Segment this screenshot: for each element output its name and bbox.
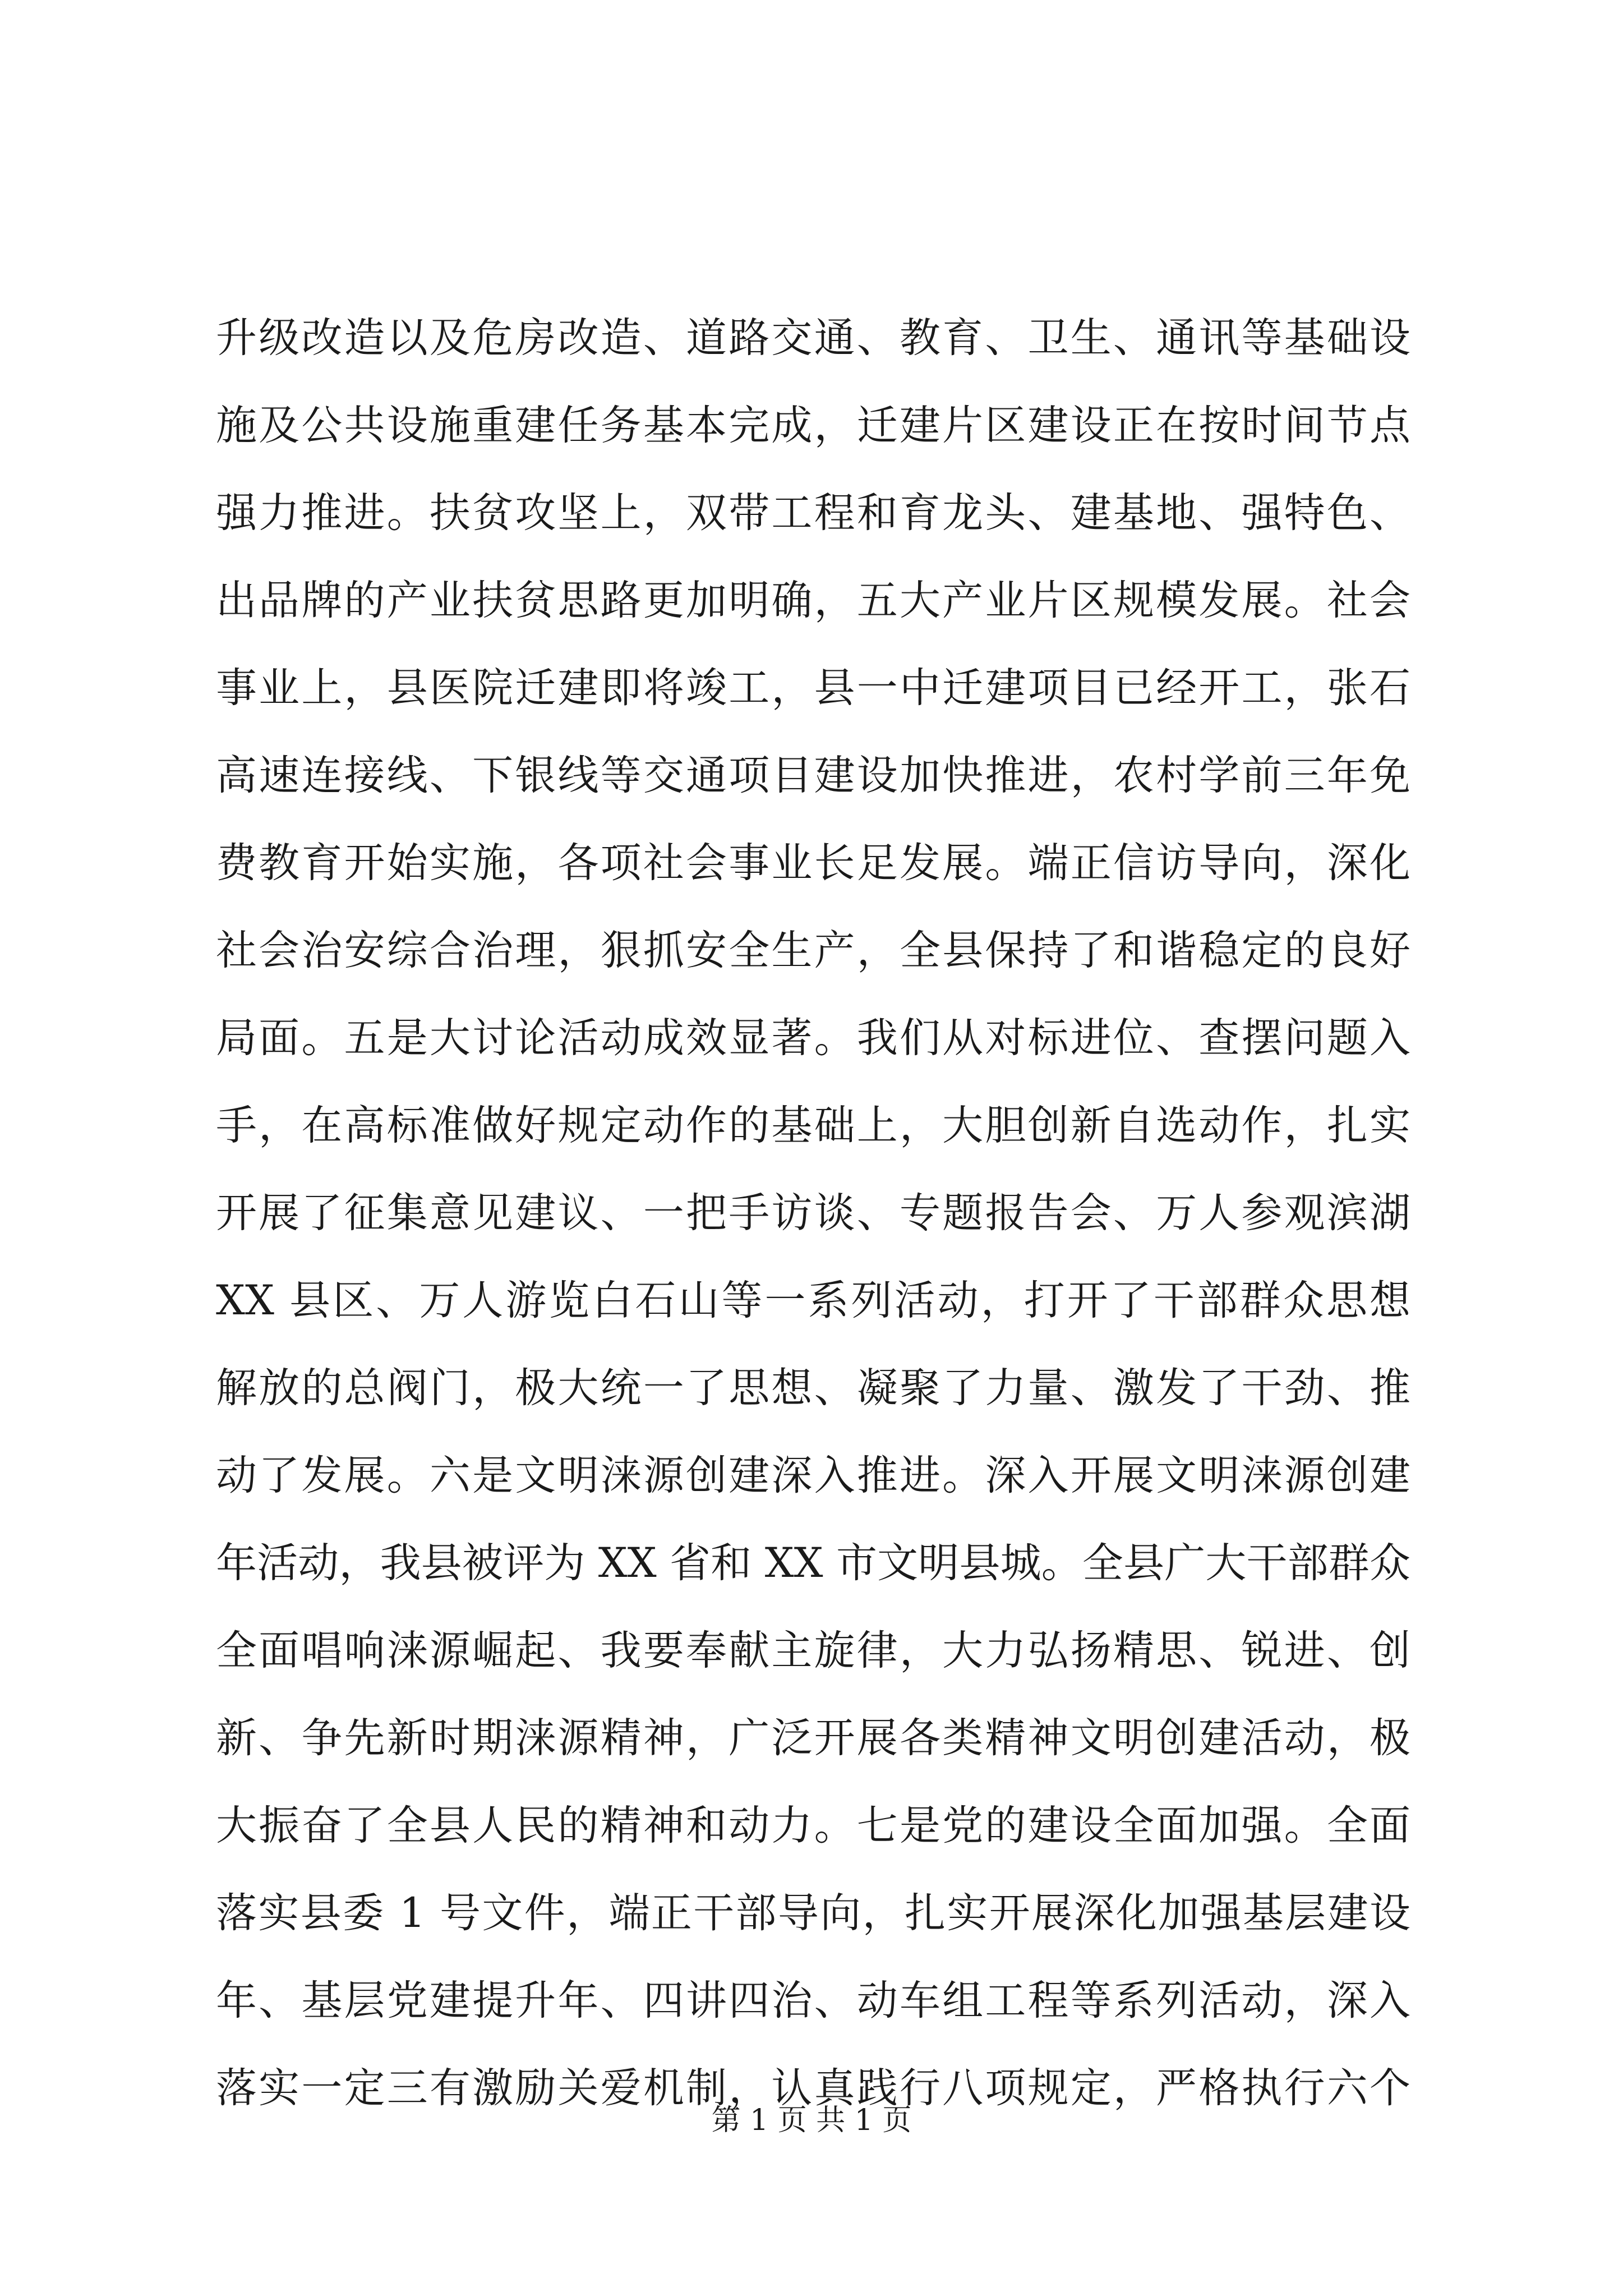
- text-line-13: 解放的总阀门，极大统一了思想、凝聚了力量、激发了干劲、推: [216, 1364, 1410, 1412]
- text-line-18: 大振奋了全县人民的精神和动力。七是党的建设全面加强。全面: [216, 1802, 1410, 1849]
- text-line-8: 社会治安综合治理，狠抓安全生产，全县保持了和谐稳定的良好: [216, 927, 1410, 974]
- text-line-9: 局面。五是大讨论活动成效显著。我们从对标进位、查摆问题入: [216, 1014, 1410, 1062]
- text-line-1: 升级改造以及危房改造、道路交通、教育、卫生、通讯等基础设: [216, 314, 1410, 362]
- text-line-12: XX 县区、万人游览白石山等一系列活动，打开了干部群众思想: [216, 1277, 1410, 1324]
- text-line-3: 强力推进。扶贫攻坚上，双带工程和育龙头、建基地、强特色、: [216, 489, 1410, 537]
- text-line-4: 出品牌的产业扶贫思路更加明确，五大产业片区规模发展。社会: [216, 577, 1410, 624]
- text-line-15: 年活动，我县被评为 XX 省和 XX 市文明县城。全县广大干部群众: [216, 1539, 1410, 1587]
- text-line-19: 落实县委 1 号文件，端正干部导向，扎实开展深化加强基层建设: [216, 1889, 1410, 1937]
- text-line-16: 全面唱响涞源崛起、我要奉献主旋律，大力弘扬精思、锐进、创: [216, 1627, 1410, 1674]
- text-line-5: 事业上，县医院迁建即将竣工，县一中迁建项目已经开工，张石: [216, 664, 1410, 712]
- page-footer: [0, 2101, 1623, 2140]
- text-line-2: 施及公共设施重建任务基本完成，迁建片区建设正在按时间节点: [216, 402, 1410, 449]
- body-text: [216, 295, 1410, 2132]
- text-line-21: 落实一定三有激励关爱机制，认真践行八项规定，严格执行六个: [216, 2064, 1410, 2112]
- text-line-7: 费教育开始实施，各项社会事业长足发展。端正信访导向，深化: [216, 839, 1410, 887]
- page-number-label: 第 1 页 共 1 页: [711, 2104, 912, 2137]
- text-line-11: 开展了征集意见建议、一把手访谈、专题报告会、万人参观滨湖: [216, 1189, 1410, 1237]
- text-line-14: 动了发展。六是文明涞源创建深入推进。深入开展文明涞源创建: [216, 1452, 1410, 1499]
- text-line-17: 新、争先新时期涞源精神，广泛开展各类精神文明创建活动，极: [216, 1714, 1410, 1762]
- text-line-20: 年、基层党建提升年、四讲四治、动车组工程等系列活动，深入: [216, 1977, 1410, 2024]
- text-line-6: 高速连接线、下银线等交通项目建设加快推进，农村学前三年免: [216, 752, 1410, 799]
- text-line-10: 手，在高标准做好规定动作的基础上，大胆创新自选动作，扎实: [216, 1102, 1410, 1149]
